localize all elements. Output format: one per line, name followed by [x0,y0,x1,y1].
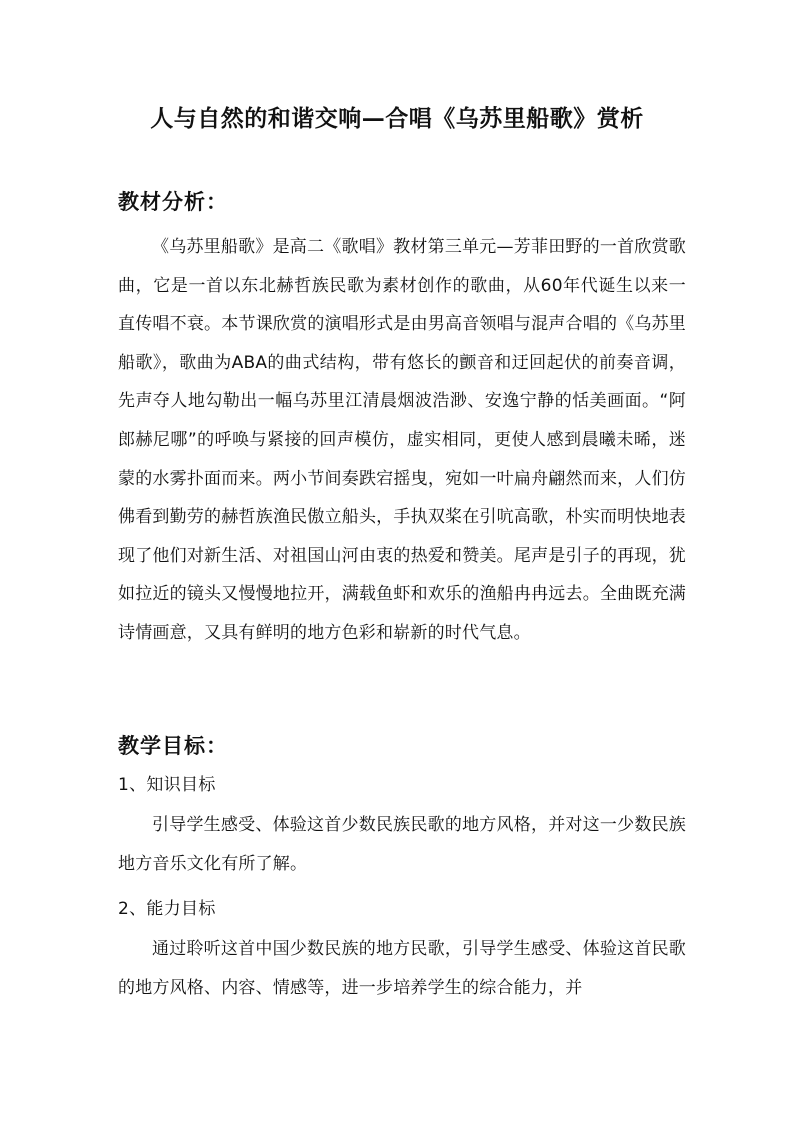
goal-ability-label: 2、能力目标 [118,899,216,919]
goal-ability-paragraph: 通过聆听这首中国少数民族的地方民歌，引导学生感受、体验这首民歌的地方风格、内容、情感等，进一步培养学生的综合能力，并 [118,939,686,998]
section-heading-material-analysis: 教材分析： [118,189,228,214]
goal-knowledge-label: 1、知识目标 [118,775,216,795]
material-analysis-paragraph: 《乌苏里船歌》是高二《歌唱》教材第三单元—芳菲田野的一首欣赏歌曲，它是一首以东北赫哲族民歌为素材创作的歌曲，从60年代诞生以来一直传唱不衰。本节课欣赏的演唱形式是由男高音领唱与混声合唱的《乌苏里船歌》，歌曲为ABA的曲式结构，带有悠长的颤音和迂回起伏的前奏音调，先声夺人地勾勒出一幅乌苏里江清晨烟波浩渺、安逸宁静的恬美画面。“阿郎赫尼哪”的呼唤与紧接的回声模仿，虚实相同，更使人感到晨曦未晞，迷蒙的水雾扑面而来。两小节间奏跌宕摇曳，宛如一叶扁舟翩然而来，人们仿佛看到勤劳的赫哲族渔民傲立船头，手执双桨在引吭高歌，朴实而明快地表现了他们对新生活、对祖国山河由衷的热爱和赞美。尾声是引子的再现，犹如拉近的镜头又慢慢地拉开，满载鱼虾和欢乐的渔船冉冉远去。全曲既充满诗情画意，又具有鲜明的地方色彩和崭新的时代气息。 [118,237,686,643]
section-heading-teaching-goals: 教学目标： [118,733,228,758]
goal-knowledge-paragraph: 引导学生感受、体验这首少数民族民歌的地方风格，并对这一少数民族地方音乐文化有所了解。 [118,815,686,874]
document-title: 人与自然的和谐交响—合唱《乌苏里船歌》赏析 [150,105,644,132]
